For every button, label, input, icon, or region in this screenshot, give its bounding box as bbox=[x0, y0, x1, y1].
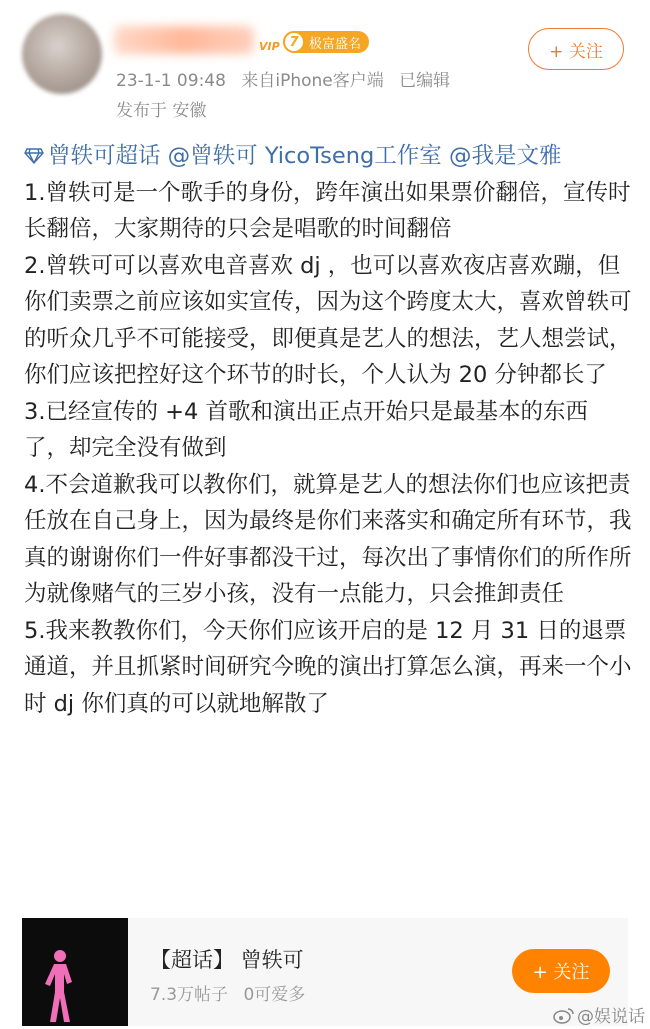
paragraph-5: 5.我来教教你们，今天你们应该开启的是 12 月 31 日的退票通道，并且抓紧时间研究今晚的演出打算怎么演，再来一个小时 dj 你们真的可以就地解散了 bbox=[24, 617, 632, 717]
weibo-logo-icon bbox=[553, 1006, 575, 1024]
super-topic-card[interactable] bbox=[22, 918, 628, 1026]
watermark-text: @娱说话 bbox=[577, 1007, 645, 1027]
post-location: 发布于 安徽 bbox=[116, 101, 207, 121]
username-blurred[interactable] bbox=[114, 26, 254, 54]
post-source: 来自iPhone客户端 bbox=[241, 71, 384, 91]
post-timestamp: 23-1-1 09:48 bbox=[116, 71, 226, 91]
post-header bbox=[0, 0, 650, 120]
tag-mention-studio[interactable]: @曾轶可 YicoTseng工作室 bbox=[167, 143, 442, 169]
edited-label: 已编辑 bbox=[399, 71, 451, 91]
watermark bbox=[553, 1002, 645, 1027]
tag-mention-wenya[interactable]: @我是文雅 bbox=[448, 143, 562, 169]
follow-button[interactable]: + 关注 bbox=[528, 28, 624, 70]
dancer-figure-icon bbox=[36, 948, 86, 1024]
card-fan-count: 0可爱多 bbox=[243, 985, 306, 1005]
paragraph-4: 4.不会道歉我可以教你们，就算是艺人的想法你们也应该把责任放在自己身上，因为最终是你们来落实和确定所有环节，我真的谢谢你们一件好事都没干过，每次出了事情你们的所作所为就像赌气的三岁小孩，没有一点能力，只会推卸责任 bbox=[24, 471, 632, 607]
paragraph-1: 1.曾轶可是一个歌手的身份，跨年演出如果票价翻倍，宣传时长翻倍，大家期待的只会是唱歌的时间翻倍 bbox=[24, 179, 631, 242]
level-badge bbox=[283, 31, 369, 53]
super-topic-diamond-icon bbox=[24, 147, 44, 165]
post-body bbox=[24, 138, 632, 722]
tag-super-topic[interactable]: 曾轶可超话 bbox=[48, 143, 161, 169]
paragraph-3: 3.已经宣传的 +4 首歌和演出正点开始只是最基本的东西了，却完全没有做到 bbox=[24, 398, 588, 461]
card-title: 【超话】 曾轶可 bbox=[150, 948, 304, 972]
card-follow-button[interactable]: + 关注 bbox=[512, 949, 610, 993]
avatar[interactable] bbox=[22, 14, 102, 94]
post-meta bbox=[116, 66, 460, 91]
post-tags bbox=[24, 138, 632, 175]
level-text: 极富盛名 bbox=[309, 36, 362, 52]
paragraph-2: 2.曾轶可可以喜欢电音喜欢 dj ，也可以喜欢夜店喜欢蹦，但你们卖票之前应该如实宣传，因为这个跨度太大，喜欢曾轶可的听众几乎不可能接受，即便真是艺人的想法，艺人想尝试，你们应该把控好这个环节的时长，个人认为 20 分钟都长了 bbox=[24, 252, 632, 388]
card-stats bbox=[150, 980, 315, 1005]
vip-badge: VIP bbox=[259, 40, 280, 53]
level-number: 7 bbox=[283, 31, 305, 53]
card-post-count: 7.3万帖子 bbox=[150, 985, 229, 1005]
card-thumbnail bbox=[22, 918, 128, 1026]
